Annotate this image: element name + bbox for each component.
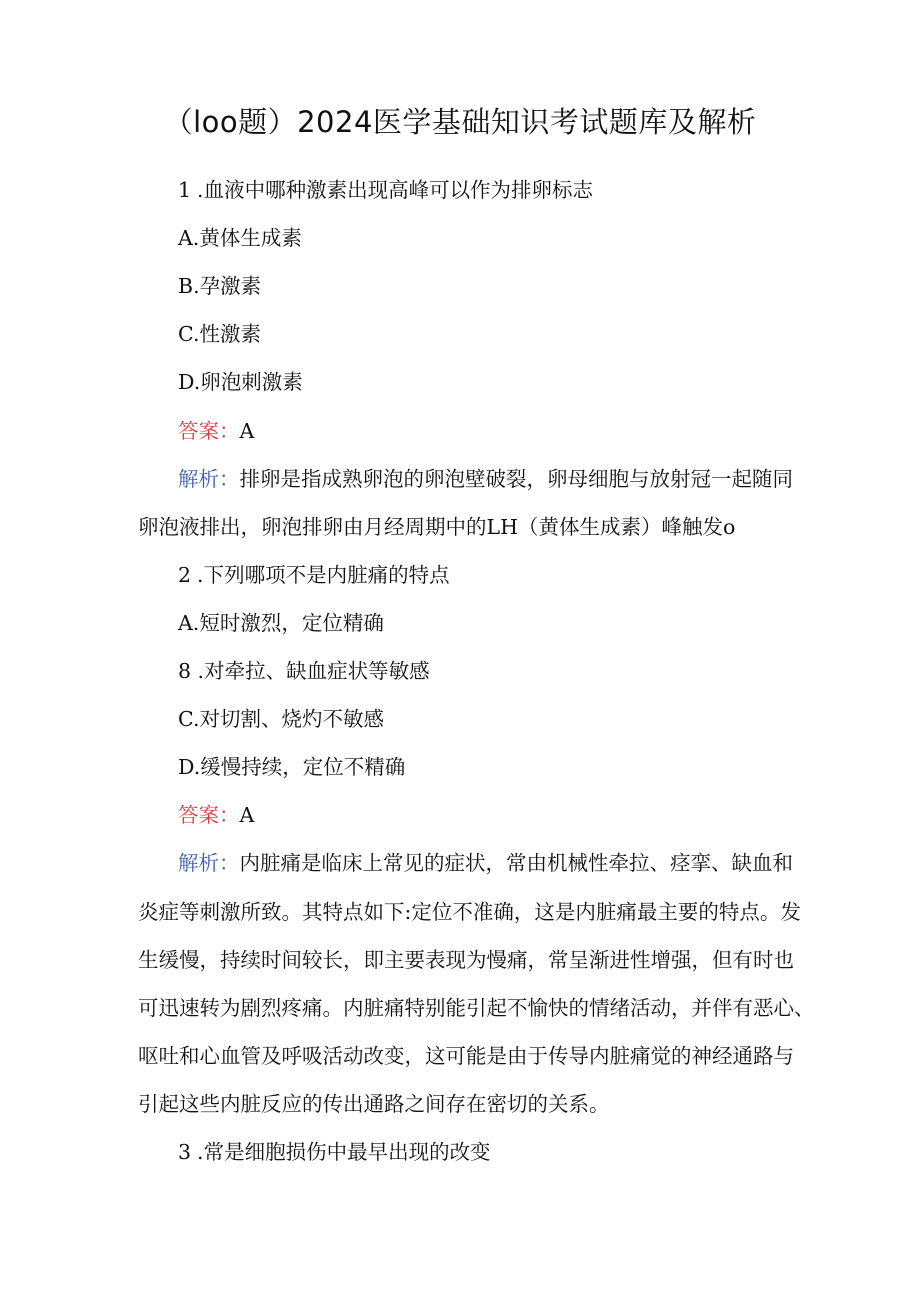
answer-label: 答案： bbox=[178, 419, 240, 443]
option-a: A.短时激烈，定位精确 bbox=[178, 611, 384, 635]
question-2-stem bbox=[178, 560, 450, 590]
question-number: 2 bbox=[178, 563, 192, 587]
answer-line bbox=[178, 416, 254, 446]
explanation-text: 引起这些内脏反应的传出通路之间存在密切的关系。 bbox=[138, 1092, 610, 1116]
answer-value: A bbox=[239, 419, 255, 443]
explanation-label: 解析： bbox=[178, 467, 240, 491]
explanation-text: 内脏痛是临床上常见的症状，常由机械性牵拉、痉挛、缺血和 bbox=[239, 851, 793, 875]
explanation-line bbox=[178, 848, 793, 878]
explanation-text: 呕吐和心血管及呼吸活动改变，这可能是由于传导内脏痛觉的神经通路与 bbox=[138, 1044, 794, 1068]
answer-value: A bbox=[239, 803, 255, 827]
answer-line bbox=[178, 800, 254, 830]
option-d: D.缓慢持续，定位不精确 bbox=[178, 755, 406, 779]
option-c: C.性激素 bbox=[178, 322, 261, 346]
page-title: （loo题）2024医学基础知识考试题库及解析 bbox=[163, 105, 757, 139]
question-text: .下列哪项不是内脏痛的特点 bbox=[197, 563, 450, 587]
explanation-text: 生缓慢，持续时间较长，即主要表现为慢痛，常呈渐进性增强，但有时也 bbox=[138, 948, 794, 972]
explanation-text: 可迅速转为剧烈疼痛。内脏痛特别能引起不愉快的情绪活动，并伴有恶心、 bbox=[138, 996, 815, 1020]
question-number: 1 bbox=[178, 178, 192, 202]
explanation-label: 解析： bbox=[178, 851, 240, 875]
option-b: B.孕激素 bbox=[178, 274, 262, 298]
option-a: A.黄体生成素 bbox=[178, 226, 302, 250]
question-1-stem bbox=[178, 175, 593, 205]
question-text: .血液中哪种激素出现高峰可以作为排卵标志 bbox=[197, 178, 594, 202]
explanation-text: 卵泡液排出，卵泡排卵由月经周期中的LH（黄体生成素）峰触发o bbox=[138, 515, 736, 539]
question-3-stem bbox=[178, 1137, 491, 1167]
explanation-text: 排卵是指成熟卵泡的卵泡壁破裂，卵母细胞与放射冠一起随同 bbox=[239, 467, 793, 491]
option-d: D.卵泡刺激素 bbox=[178, 370, 303, 394]
question-number: 3 bbox=[178, 1140, 192, 1164]
option-c: C.对切割、烧灼不敏感 bbox=[178, 707, 384, 731]
explanation-line bbox=[178, 464, 793, 494]
question-text: .常是细胞损伤中最早出现的改变 bbox=[197, 1140, 491, 1164]
answer-label: 答案： bbox=[178, 803, 240, 827]
explanation-text: 炎症等刺激所致。其特点如下:定位不准确，这是内脏痛最主要的特点。发 bbox=[138, 900, 801, 924]
option-b: 8 .对牵拉、缺血症状等敏感 bbox=[178, 659, 430, 683]
